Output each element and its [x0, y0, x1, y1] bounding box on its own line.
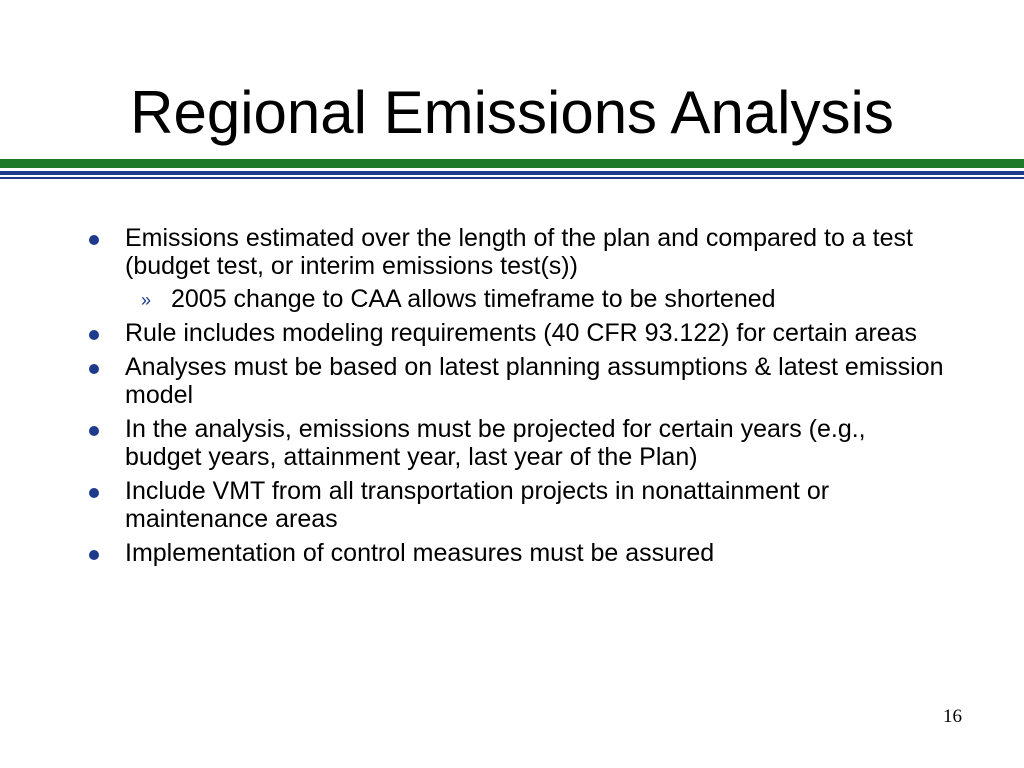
bullet-item [0, 539, 1024, 567]
bullet-item [0, 319, 1024, 347]
bullet-text: In the analysis, emissions must be projected for certain years (e.g., budget years, attainment year, last year of the Plan) [125, 415, 866, 471]
bullet-text: Rule includes modeling requirements (40 CFR 93.122) for certain areas [125, 319, 918, 347]
title-divider-blue-thin [0, 177, 1024, 179]
bullet-dot-icon [89, 235, 99, 245]
bullet-dot-icon [89, 330, 99, 340]
sub-bullet-item [0, 285, 944, 313]
sub-bullet-text: 2005 change to CAA allows timeframe to be shortened [171, 285, 776, 313]
page-number: 16 [943, 706, 962, 727]
bullet-list [0, 224, 1024, 573]
bullet-item [0, 477, 1024, 533]
bullet-dot-icon [89, 550, 99, 560]
slide-title: Regional Emissions Analysis [130, 79, 894, 146]
bullet-item [0, 224, 1024, 313]
bullet-dot-icon [89, 426, 99, 436]
sub-bullet-marker-icon: » [141, 290, 152, 310]
bullet-text: Include VMT from all transportation projects in nonattainment or maintenance areas [125, 477, 830, 533]
title-divider-green [0, 159, 1024, 168]
bullet-dot-icon [89, 364, 99, 374]
bullet-text: Emissions estimated over the length of the plan and compared to a test (budget test, or interim emissions test(s)) [125, 224, 913, 280]
title-divider-blue [0, 171, 1024, 175]
bullet-item [0, 353, 1024, 409]
bullet-dot-icon [89, 488, 99, 498]
bullet-item [0, 415, 1024, 471]
bullet-text: Implementation of control measures must be assured [125, 539, 715, 567]
bullet-text: Analyses must be based on latest planning assumptions & latest emission model [125, 353, 944, 409]
